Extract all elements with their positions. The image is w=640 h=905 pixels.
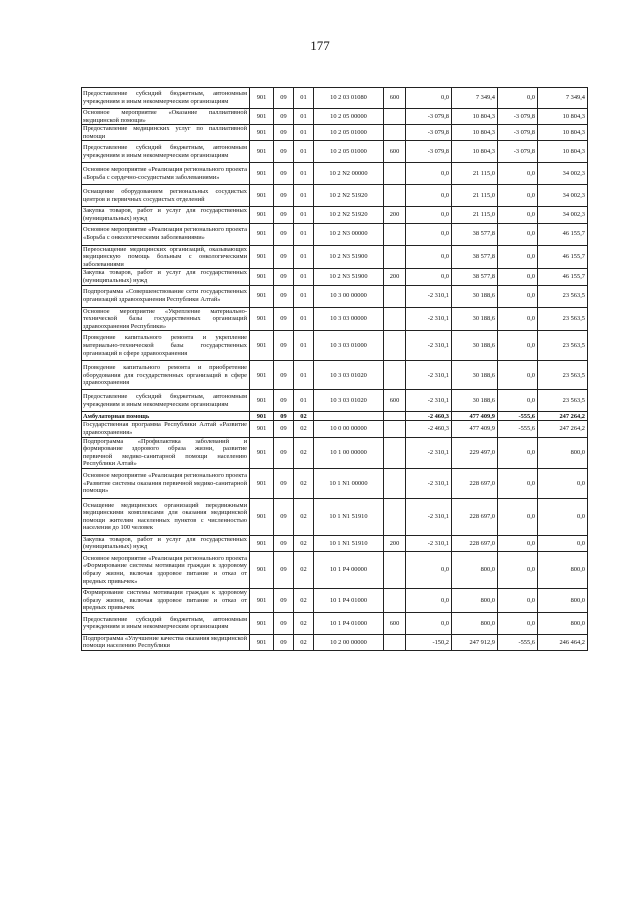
row-amount-1-cell: 7 349,4 xyxy=(452,88,498,109)
row-grbs-cell: 901 xyxy=(250,163,274,185)
row-amount-1-cell: 21 115,0 xyxy=(452,185,498,207)
row-target-article-cell: 10 2 00 00000 xyxy=(314,634,384,650)
row-subsection-cell: 02 xyxy=(294,468,314,498)
row-expense-type-cell xyxy=(384,163,406,185)
row-expense-type-cell: 600 xyxy=(384,141,406,163)
row-expense-type-cell: 600 xyxy=(384,390,406,412)
budget-table xyxy=(81,87,588,651)
row-amount-1-cell: 30 188,6 xyxy=(452,307,498,331)
row-expense-type-cell: 600 xyxy=(384,612,406,634)
row-amount-2-cell: 10 804,3 xyxy=(538,109,588,125)
row-subsection-cell: 01 xyxy=(294,185,314,207)
row-section-cell: 09 xyxy=(274,361,294,390)
row-subsection-cell: 02 xyxy=(294,437,314,468)
row-change-1-cell: -2 460,3 xyxy=(406,421,452,437)
row-section-cell: 09 xyxy=(274,307,294,331)
row-subsection-cell: 02 xyxy=(294,552,314,589)
row-amount-2-cell: 23 563,5 xyxy=(538,331,588,361)
row-change-2-cell: 0,0 xyxy=(498,535,538,551)
row-subsection-cell: 01 xyxy=(294,125,314,141)
row-change-2-cell: 0,0 xyxy=(498,361,538,390)
row-grbs-cell: 901 xyxy=(250,589,274,613)
row-change-2-cell: 0,0 xyxy=(498,331,538,361)
row-subsection-cell: 02 xyxy=(294,498,314,535)
row-change-2-cell: 0,0 xyxy=(498,589,538,613)
row-section-cell: 09 xyxy=(274,245,294,269)
row-section-cell: 09 xyxy=(274,269,294,285)
row-grbs-cell: 901 xyxy=(250,109,274,125)
row-amount-1-cell: 30 188,6 xyxy=(452,331,498,361)
row-amount-2-cell: 800,0 xyxy=(538,437,588,468)
row-amount-2-cell: 800,0 xyxy=(538,589,588,613)
row-amount-1-cell: 229 497,0 xyxy=(452,437,498,468)
row-amount-2-cell: 23 563,5 xyxy=(538,307,588,331)
row-amount-1-cell: 30 188,6 xyxy=(452,390,498,412)
table-row xyxy=(82,361,588,390)
row-grbs-cell: 901 xyxy=(250,437,274,468)
row-subsection-cell: 02 xyxy=(294,412,314,421)
row-change-2-cell: 0,0 xyxy=(498,185,538,207)
row-name-cell: Оснащение оборудованием региональных сосудистых центров и первичных сосудистых отделений xyxy=(82,185,250,207)
row-change-2-cell: 0,0 xyxy=(498,285,538,307)
row-subsection-cell: 02 xyxy=(294,589,314,613)
table-row xyxy=(82,125,588,141)
row-change-1-cell: 0,0 xyxy=(406,245,452,269)
row-change-1-cell: -3 079,8 xyxy=(406,109,452,125)
row-subsection-cell: 01 xyxy=(294,390,314,412)
row-amount-1-cell: 247 912,9 xyxy=(452,634,498,650)
row-change-2-cell: -3 079,8 xyxy=(498,125,538,141)
row-name-cell: Подпрограмма «Профилактика заболеваний и формирование здорового образа жизни, развитие первичной медико-санитарной помощи населению Республики Алтай» xyxy=(82,437,250,468)
row-expense-type-cell xyxy=(384,285,406,307)
row-amount-1-cell: 21 115,0 xyxy=(452,163,498,185)
row-amount-2-cell: 10 804,3 xyxy=(538,125,588,141)
row-amount-1-cell: 38 577,8 xyxy=(452,223,498,245)
row-subsection-cell: 01 xyxy=(294,245,314,269)
row-section-cell: 09 xyxy=(274,88,294,109)
table-row xyxy=(82,109,588,125)
row-target-article-cell: 10 2 05 01000 xyxy=(314,125,384,141)
row-change-2-cell: -555,6 xyxy=(498,634,538,650)
row-change-1-cell: 0,0 xyxy=(406,163,452,185)
row-amount-1-cell: 800,0 xyxy=(452,589,498,613)
row-grbs-cell: 901 xyxy=(250,468,274,498)
table-row xyxy=(82,88,588,109)
row-grbs-cell: 901 xyxy=(250,223,274,245)
row-target-article-cell: 10 3 03 01020 xyxy=(314,390,384,412)
row-expense-type-cell xyxy=(384,412,406,421)
row-change-2-cell: 0,0 xyxy=(498,307,538,331)
row-change-1-cell: -2 310,1 xyxy=(406,390,452,412)
row-change-1-cell: 0,0 xyxy=(406,88,452,109)
row-name-cell: Оснащение медицинских организаций передвижными медицинскими комплексами для оказания медицинской помощи жителям населенных пунктов с численностью населения до 100 человек xyxy=(82,498,250,535)
row-target-article-cell: 10 1 N1 51910 xyxy=(314,535,384,551)
row-name-cell: Предоставление субсидий бюджетным, автономным учреждениям и иным некоммерческим организациям xyxy=(82,88,250,109)
row-amount-2-cell: 46 155,7 xyxy=(538,269,588,285)
row-amount-1-cell: 477 409,9 xyxy=(452,421,498,437)
table-row xyxy=(82,468,588,498)
row-target-article-cell: 10 2 N3 51900 xyxy=(314,269,384,285)
row-target-article-cell: 10 1 N1 51910 xyxy=(314,498,384,535)
row-section-cell: 09 xyxy=(274,612,294,634)
row-subsection-cell: 01 xyxy=(294,163,314,185)
row-amount-2-cell: 46 155,7 xyxy=(538,245,588,269)
row-change-1-cell: -2 310,1 xyxy=(406,498,452,535)
row-change-1-cell: -150,2 xyxy=(406,634,452,650)
row-change-1-cell: 0,0 xyxy=(406,269,452,285)
row-change-1-cell: -2 310,1 xyxy=(406,468,452,498)
row-subsection-cell: 01 xyxy=(294,88,314,109)
row-grbs-cell: 901 xyxy=(250,307,274,331)
row-subsection-cell: 02 xyxy=(294,612,314,634)
row-change-2-cell: -555,6 xyxy=(498,421,538,437)
row-change-2-cell: -555,6 xyxy=(498,412,538,421)
table-row xyxy=(82,185,588,207)
row-section-cell: 09 xyxy=(274,163,294,185)
row-section-cell: 09 xyxy=(274,125,294,141)
row-change-1-cell: 0,0 xyxy=(406,612,452,634)
row-grbs-cell: 901 xyxy=(250,498,274,535)
table-row xyxy=(82,307,588,331)
row-amount-1-cell: 38 577,8 xyxy=(452,245,498,269)
row-change-1-cell: -3 079,8 xyxy=(406,125,452,141)
row-expense-type-cell xyxy=(384,361,406,390)
row-target-article-cell: 10 2 N3 51900 xyxy=(314,245,384,269)
row-subsection-cell: 02 xyxy=(294,535,314,551)
row-name-cell: Государственная программа Республики Алтай «Развитие здравоохранения» xyxy=(82,421,250,437)
row-change-1-cell: 0,0 xyxy=(406,552,452,589)
row-change-1-cell: 0,0 xyxy=(406,589,452,613)
row-expense-type-cell: 200 xyxy=(384,207,406,223)
row-change-1-cell: -2 460,3 xyxy=(406,412,452,421)
row-expense-type-cell xyxy=(384,552,406,589)
row-expense-type-cell: 600 xyxy=(384,88,406,109)
row-change-2-cell: 0,0 xyxy=(498,245,538,269)
row-grbs-cell: 901 xyxy=(250,245,274,269)
row-change-2-cell: 0,0 xyxy=(498,223,538,245)
row-amount-2-cell: 23 563,5 xyxy=(538,285,588,307)
row-target-article-cell: 10 1 P4 01000 xyxy=(314,589,384,613)
row-grbs-cell: 901 xyxy=(250,421,274,437)
row-section-cell: 09 xyxy=(274,185,294,207)
row-name-cell: Проведение капитального ремонта и приобретение оборудования для государственных организаций в сфере здравоохранения xyxy=(82,361,250,390)
row-amount-1-cell: 10 804,3 xyxy=(452,125,498,141)
row-grbs-cell: 901 xyxy=(250,88,274,109)
row-target-article-cell: 10 2 N2 51920 xyxy=(314,207,384,223)
row-amount-1-cell: 10 804,3 xyxy=(452,141,498,163)
row-grbs-cell: 901 xyxy=(250,412,274,421)
row-expense-type-cell xyxy=(384,498,406,535)
row-section-cell: 09 xyxy=(274,421,294,437)
row-change-2-cell: 0,0 xyxy=(498,390,538,412)
row-change-1-cell: -2 310,1 xyxy=(406,307,452,331)
row-change-1-cell: -2 310,1 xyxy=(406,361,452,390)
row-expense-type-cell xyxy=(384,307,406,331)
row-grbs-cell: 901 xyxy=(250,390,274,412)
row-target-article-cell: 10 1 N1 00000 xyxy=(314,468,384,498)
row-section-cell: 09 xyxy=(274,109,294,125)
table-row xyxy=(82,535,588,551)
row-name-cell: Закупка товаров, работ и услуг для государственных (муниципальных) нужд xyxy=(82,535,250,551)
row-amount-2-cell: 7 349,4 xyxy=(538,88,588,109)
row-amount-1-cell: 30 188,6 xyxy=(452,361,498,390)
row-amount-2-cell: 23 563,5 xyxy=(538,390,588,412)
row-subsection-cell: 01 xyxy=(294,141,314,163)
row-change-2-cell: 0,0 xyxy=(498,207,538,223)
row-section-cell: 09 xyxy=(274,331,294,361)
table-row xyxy=(82,245,588,269)
row-target-article-cell: 10 2 03 01080 xyxy=(314,88,384,109)
row-amount-1-cell: 800,0 xyxy=(452,552,498,589)
row-subsection-cell: 01 xyxy=(294,331,314,361)
row-target-article-cell: 10 3 00 00000 xyxy=(314,285,384,307)
row-name-cell: Закупка товаров, работ и услуг для государственных (муниципальных) нужд xyxy=(82,207,250,223)
row-section-cell: 09 xyxy=(274,589,294,613)
table-row xyxy=(82,589,588,613)
row-name-cell: Подпрограмма «Улучшение качества оказания медицинской помощи населению Республики xyxy=(82,634,250,650)
row-name-cell: Основное мероприятие «Укрепление материально-технической базы государственных организаций здравоохранения Республики» xyxy=(82,307,250,331)
row-subsection-cell: 01 xyxy=(294,361,314,390)
row-expense-type-cell xyxy=(384,125,406,141)
row-expense-type-cell xyxy=(384,468,406,498)
row-amount-2-cell: 10 804,3 xyxy=(538,141,588,163)
row-amount-1-cell: 477 409,9 xyxy=(452,412,498,421)
table-row xyxy=(82,634,588,650)
row-name-cell: Основное мероприятие «Реализация регионального проекта «Формирование системы мотивации граждан к здоровому образу жизни, включая здоровое питание и отказ от вредных привычек» xyxy=(82,552,250,589)
row-name-cell: Переоснащение медицинских организаций, оказывающих медицинскую помощь больным с онкологическими заболеваниями xyxy=(82,245,250,269)
row-change-2-cell: 0,0 xyxy=(498,163,538,185)
row-subsection-cell: 01 xyxy=(294,207,314,223)
row-amount-2-cell: 247 264,2 xyxy=(538,412,588,421)
row-subsection-cell: 02 xyxy=(294,634,314,650)
row-grbs-cell: 901 xyxy=(250,552,274,589)
row-target-article-cell: 10 1 P4 01000 xyxy=(314,612,384,634)
row-subsection-cell: 01 xyxy=(294,223,314,245)
row-expense-type-cell xyxy=(384,589,406,613)
row-change-2-cell: 0,0 xyxy=(498,498,538,535)
row-name-cell: Основное мероприятие «Реализация регионального проекта «Развитие системы оказания первичной медико-санитарной помощи» xyxy=(82,468,250,498)
row-change-1-cell: 0,0 xyxy=(406,185,452,207)
row-name-cell: Предоставление субсидий бюджетным, автономным учреждениям и иным некоммерческим организациям xyxy=(82,390,250,412)
row-target-article-cell: 10 2 N2 51920 xyxy=(314,185,384,207)
row-expense-type-cell xyxy=(384,437,406,468)
row-change-2-cell: 0,0 xyxy=(498,468,538,498)
table-row xyxy=(82,223,588,245)
row-subsection-cell: 01 xyxy=(294,109,314,125)
row-expense-type-cell xyxy=(384,109,406,125)
row-expense-type-cell xyxy=(384,421,406,437)
row-target-article-cell: 10 2 05 00000 xyxy=(314,109,384,125)
row-amount-2-cell: 0,0 xyxy=(538,498,588,535)
row-name-cell: Предоставление субсидий бюджетным, автономным учреждениям и иным некоммерческим организациям xyxy=(82,141,250,163)
table-row xyxy=(82,269,588,285)
row-expense-type-cell xyxy=(384,245,406,269)
row-amount-2-cell: 800,0 xyxy=(538,612,588,634)
row-amount-1-cell: 30 188,6 xyxy=(452,285,498,307)
table-row xyxy=(82,163,588,185)
row-section-cell: 09 xyxy=(274,468,294,498)
row-amount-1-cell: 800,0 xyxy=(452,612,498,634)
row-target-article-cell: 10 3 03 01020 xyxy=(314,361,384,390)
row-name-cell: Предоставление медицинских услуг по паллиативной помощи xyxy=(82,125,250,141)
row-section-cell: 09 xyxy=(274,390,294,412)
row-amount-2-cell: 0,0 xyxy=(538,535,588,551)
row-change-2-cell: -3 079,8 xyxy=(498,141,538,163)
row-name-cell: Подпрограмма «Совершенствование сети государственных организаций здравоохранения Республики Алтай» xyxy=(82,285,250,307)
row-grbs-cell: 901 xyxy=(250,535,274,551)
row-section-cell: 09 xyxy=(274,412,294,421)
row-name-cell: Основное мероприятие «Реализация регионального проекта «Борьба с онкологическими заболеваниями» xyxy=(82,223,250,245)
table-row xyxy=(82,331,588,361)
row-name-cell: Закупка товаров, работ и услуг для государственных (муниципальных) нужд xyxy=(82,269,250,285)
row-grbs-cell: 901 xyxy=(250,269,274,285)
table-row xyxy=(82,412,588,421)
row-change-1-cell: 0,0 xyxy=(406,223,452,245)
row-target-article-cell: 10 2 05 01000 xyxy=(314,141,384,163)
row-subsection-cell: 01 xyxy=(294,285,314,307)
table-row xyxy=(82,207,588,223)
page-number: 177 xyxy=(310,38,330,53)
row-change-1-cell: -2 310,1 xyxy=(406,331,452,361)
row-amount-1-cell: 228 697,0 xyxy=(452,498,498,535)
row-expense-type-cell: 200 xyxy=(384,535,406,551)
row-name-cell: Формирование системы мотивации граждан к здоровому образу жизни, включая здоровое питание и отказ от вредных привычек xyxy=(82,589,250,613)
row-grbs-cell: 901 xyxy=(250,125,274,141)
table-row xyxy=(82,612,588,634)
table-row xyxy=(82,390,588,412)
row-change-1-cell: -3 079,8 xyxy=(406,141,452,163)
row-change-2-cell: -3 079,8 xyxy=(498,109,538,125)
row-section-cell: 09 xyxy=(274,634,294,650)
row-expense-type-cell xyxy=(384,331,406,361)
table-row xyxy=(82,552,588,589)
row-change-2-cell: 0,0 xyxy=(498,612,538,634)
table-row xyxy=(82,498,588,535)
table-row xyxy=(82,285,588,307)
row-grbs-cell: 901 xyxy=(250,207,274,223)
row-amount-1-cell: 21 115,0 xyxy=(452,207,498,223)
row-section-cell: 09 xyxy=(274,498,294,535)
row-name-cell: Предоставление субсидий бюджетным, автономным учреждениям и иным некоммерческим организациям xyxy=(82,612,250,634)
row-amount-2-cell: 23 563,5 xyxy=(538,361,588,390)
row-expense-type-cell xyxy=(384,223,406,245)
row-change-1-cell: -2 310,1 xyxy=(406,535,452,551)
row-change-2-cell: 0,0 xyxy=(498,552,538,589)
row-change-1-cell: -2 310,1 xyxy=(406,437,452,468)
row-section-cell: 09 xyxy=(274,223,294,245)
row-section-cell: 09 xyxy=(274,285,294,307)
row-target-article-cell: 10 0 00 00000 xyxy=(314,421,384,437)
row-grbs-cell: 901 xyxy=(250,285,274,307)
row-change-2-cell: 0,0 xyxy=(498,437,538,468)
row-target-article-cell: 10 3 03 00000 xyxy=(314,307,384,331)
table-row xyxy=(82,141,588,163)
row-amount-2-cell: 800,0 xyxy=(538,552,588,589)
row-subsection-cell: 01 xyxy=(294,269,314,285)
row-target-article-cell: 10 2 N2 00000 xyxy=(314,163,384,185)
row-section-cell: 09 xyxy=(274,437,294,468)
row-target-article-cell: 10 1 P4 00000 xyxy=(314,552,384,589)
row-section-cell: 09 xyxy=(274,535,294,551)
table-row xyxy=(82,421,588,437)
row-target-article-cell: 10 3 03 01000 xyxy=(314,331,384,361)
row-target-article-cell: 10 2 N3 00000 xyxy=(314,223,384,245)
row-amount-1-cell: 228 697,0 xyxy=(452,535,498,551)
row-name-cell: Основное мероприятие «Реализация регионального проекта «Борьба с сердечно-сосудистыми заболеваниями» xyxy=(82,163,250,185)
row-grbs-cell: 901 xyxy=(250,141,274,163)
row-expense-type-cell xyxy=(384,185,406,207)
row-amount-2-cell: 34 002,3 xyxy=(538,207,588,223)
row-section-cell: 09 xyxy=(274,552,294,589)
row-amount-2-cell: 247 264,2 xyxy=(538,421,588,437)
row-amount-1-cell: 228 697,0 xyxy=(452,468,498,498)
row-change-2-cell: 0,0 xyxy=(498,88,538,109)
row-amount-1-cell: 38 577,8 xyxy=(452,269,498,285)
row-expense-type-cell: 200 xyxy=(384,269,406,285)
row-target-article-cell: 10 1 00 00000 xyxy=(314,437,384,468)
table-row xyxy=(82,437,588,468)
table-body xyxy=(82,88,588,651)
row-target-article-cell xyxy=(314,412,384,421)
row-change-1-cell: -2 310,1 xyxy=(406,285,452,307)
row-amount-2-cell: 34 002,3 xyxy=(538,163,588,185)
row-subsection-cell: 02 xyxy=(294,421,314,437)
row-grbs-cell: 901 xyxy=(250,612,274,634)
row-section-cell: 09 xyxy=(274,141,294,163)
row-change-1-cell: 0,0 xyxy=(406,207,452,223)
row-change-2-cell: 0,0 xyxy=(498,269,538,285)
row-name-cell: Проведение капитального ремонта и укрепление материально-технической базы государственных организаций в сфере здравоохранения xyxy=(82,331,250,361)
row-amount-1-cell: 10 804,3 xyxy=(452,109,498,125)
row-name-cell: Основное мероприятие «Оказание паллиативной медицинской помощи» xyxy=(82,109,250,125)
row-subsection-cell: 01 xyxy=(294,307,314,331)
row-amount-2-cell: 246 464,2 xyxy=(538,634,588,650)
row-amount-2-cell: 0,0 xyxy=(538,468,588,498)
row-name-cell: Амбулаторная помощь xyxy=(82,412,250,421)
row-amount-2-cell: 46 155,7 xyxy=(538,223,588,245)
row-section-cell: 09 xyxy=(274,207,294,223)
row-grbs-cell: 901 xyxy=(250,361,274,390)
row-grbs-cell: 901 xyxy=(250,185,274,207)
row-grbs-cell: 901 xyxy=(250,331,274,361)
row-expense-type-cell xyxy=(384,634,406,650)
row-amount-2-cell: 34 002,3 xyxy=(538,185,588,207)
row-grbs-cell: 901 xyxy=(250,634,274,650)
